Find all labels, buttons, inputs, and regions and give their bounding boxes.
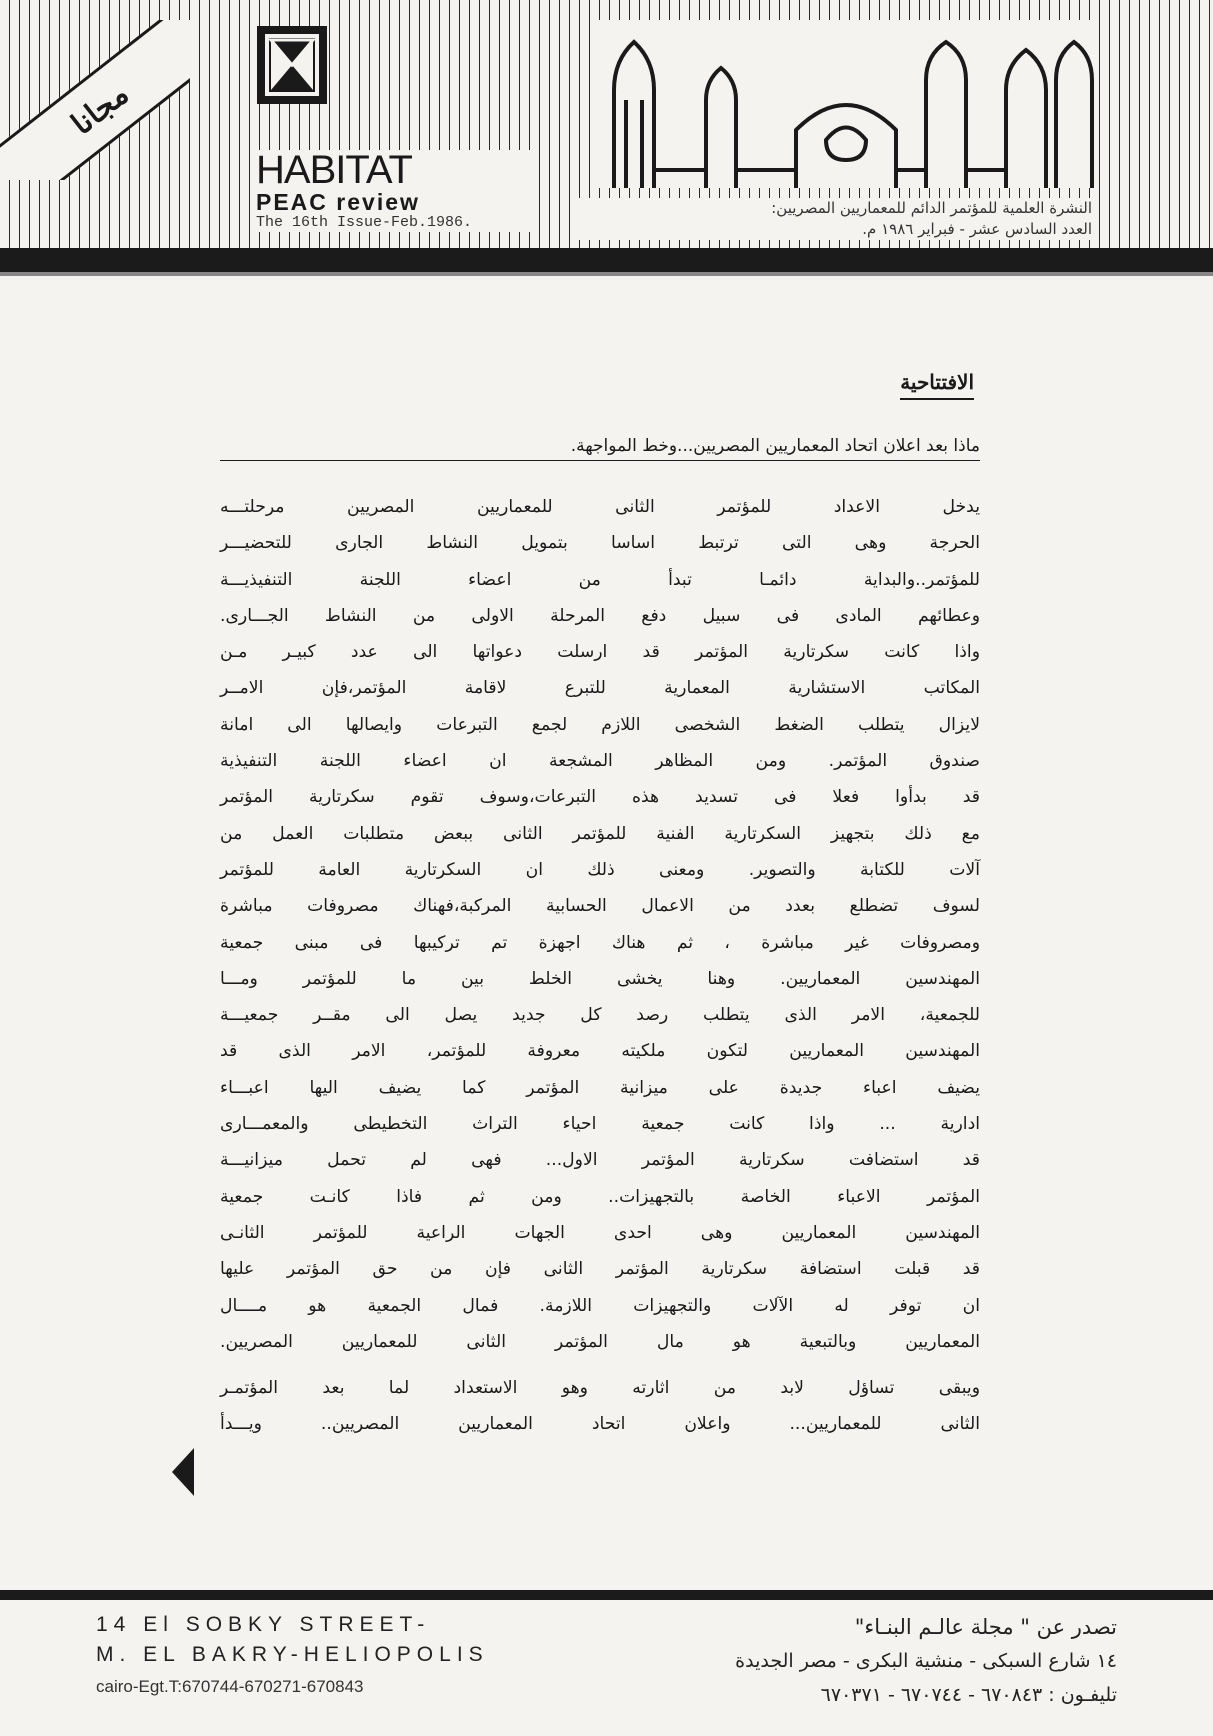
logo-mark [257, 26, 327, 104]
masthead-shadow-rule [0, 272, 1213, 276]
text-line: قد بدأوا فعلا فى تسديد هذه التبرعات،وسوف تقوم سكرتارية المؤتمر [220, 787, 980, 808]
text-line: قد استضافت سكرتارية المؤتمر الاول... فهى لم تحمل ميزانيـــة [220, 1150, 980, 1171]
text-line: المكاتب الاستشارية المعمارية للتبرع لاقامة المؤتمر،فإن الامــر [220, 678, 980, 699]
text-line: للجمعية، الامر الذى يتطلب رصد كل جديد يصل الى مقــر جمعيـــة [220, 1005, 980, 1026]
address-line-1: 14 El SOBKY STREET- [96, 1613, 431, 1636]
footer-english [96, 1610, 489, 1704]
footer-arabic [735, 1610, 1117, 1712]
address-line-2: M. EL BAKRY-HELIOPOLIS [96, 1643, 489, 1666]
text-line: ويبقى تساؤل لابد من اثارته وهو الاستعداد لما بعد المؤتمـر [220, 1378, 980, 1399]
text-line: المهندسين المعماريين وهى احدى الجهات الراعية للمؤتمر الثانـى [220, 1222, 980, 1243]
free-band [0, 20, 190, 180]
text-line: آلات للكتابة والتصوير. ومعنى ذلك ان السكرتارية العامة للمؤتمر [220, 859, 980, 880]
text-line: لسوف تضطلع بعدد من الاعمال الحسابية المركبة،فهناك مصروفات مباشرة [220, 896, 980, 917]
text-line: يضيف اعباء جديدة على ميزانية المؤتمر كما يضيف اليها اعبـــاء [220, 1077, 980, 1098]
section-title: الافتتاحية [900, 370, 974, 400]
text-line: وعطائهم المادى فى سبيل دفع المرحلة الاولى من النشاط الجـــارى. [220, 605, 980, 626]
address-arabic: ١٤ شارع السبكى - منشية البكرى - مصر الجديدة [735, 1650, 1117, 1672]
phone-arabic: تليفـون : ٦٧٠٨٤٣ - ٦٧٠٧٤٤ - ٦٧٠٣٧١ [820, 1684, 1117, 1706]
english-title: HABITAT [256, 148, 412, 192]
paragraph-1 [220, 489, 980, 1360]
arabic-subtitle-line-1: النشرة العلمية للمؤتمر الدائم للمعماريين المصريين: [771, 199, 1092, 217]
masthead [0, 0, 1213, 248]
text-line: ومصروفات غير مباشرة ، ثم هناك اجهزة تم تركيبها فى مبنى جمعية [220, 932, 980, 953]
free-corner-banner [0, 20, 190, 180]
text-line: لايزال يتطلب الضغط الشخصى اللازم لجمع التبرعات وايصالها الى امانة [220, 714, 980, 735]
text-line: الثانى للمعماريين... واعلان اتحاد المعماريين المصريين.. ويـــدأ [220, 1414, 980, 1435]
footer-rule [0, 1590, 1213, 1600]
text-line: ادارية ... واذا كانت جمعية احياء التراث التخطيطى والمعمـــارى [220, 1114, 980, 1135]
headline: ماذا بعد اعلان اتحاد المعماريين المصريين...وخط المواجهة. [220, 436, 980, 461]
text-line: المهندسين المعماريين. وهنا يخشى الخلط بين ما للمؤتمر ومـــا [220, 968, 980, 989]
text-line: المهندسين المعماريين لتكون ملكيته معروفة للمؤتمر، الامر الذى قد [220, 1041, 980, 1062]
phone-english: cairo-Egt.T:670744-670271-670843 [96, 1677, 364, 1696]
english-subtitle: PEAC review [256, 189, 420, 215]
text-line: ان توفر له الآلات والتجهيزات اللازمة. فمال الجمعية هو مــــال [220, 1295, 980, 1316]
issue-line: The 16th Issue-Feb.1986. [256, 214, 473, 231]
text-line: للمؤتمر..والبداية دائمـا تبدأ من اعضاء اللجنة التنفيذيـــة [220, 569, 980, 590]
free-label: مجانا [64, 76, 136, 142]
arabic-calligraphy-logo [596, 20, 1096, 188]
publisher-line: تصدر عن " مجلة عالـم البنـاء" [854, 1615, 1117, 1639]
text-line: قد قبلت استضافة سكرتارية المؤتمر الثانى فإن من حق المؤتمر عليها [220, 1259, 980, 1280]
masthead-rule [0, 248, 1213, 272]
text-line: واذا كانت سكرتارية المؤتمر قد ارسلت دعواتها الى عدد كبيـر مـن [220, 642, 980, 663]
text-line: المعماريين وبالتبعية هو مال المؤتمر الثانى للمعماريين المصريين. [220, 1331, 980, 1352]
habitat-logo-icon [257, 26, 327, 104]
continue-arrow-icon [172, 1448, 194, 1496]
text-line: الحرجة وهى التى ترتبط اساسا بتمويل النشاط الجارى للتحضيـــر [220, 533, 980, 554]
text-line: صندوق المؤتمر. ومن المظاهر المشجعة ان اعضاء اللجنة التنفيذية [220, 751, 980, 772]
arabic-title-logo [596, 20, 1096, 188]
text-line: المؤتمر الاعباء الخاصة بالتجهيزات.. ومن ثم فاذا كانـت جمعية [220, 1186, 980, 1207]
arabic-subtitle [576, 198, 1092, 240]
text-line: مع ذلك بتجهيز السكرتارية الفنية للمؤتمر الثانى ببعض متطلبات العمل من [220, 823, 980, 844]
arabic-subtitle-line-2: العدد السادس عشر - فبراير ١٩٨٦ م. [862, 220, 1092, 238]
section-title-row [150, 370, 980, 400]
article-body [220, 489, 980, 1443]
english-masthead [254, 150, 538, 232]
text-line: يدخل الاعداد للمؤتمر الثانى للمعماريين المصريين مرحلتـــه [220, 497, 980, 517]
paragraph-2 [220, 1370, 980, 1443]
article [150, 370, 980, 1443]
